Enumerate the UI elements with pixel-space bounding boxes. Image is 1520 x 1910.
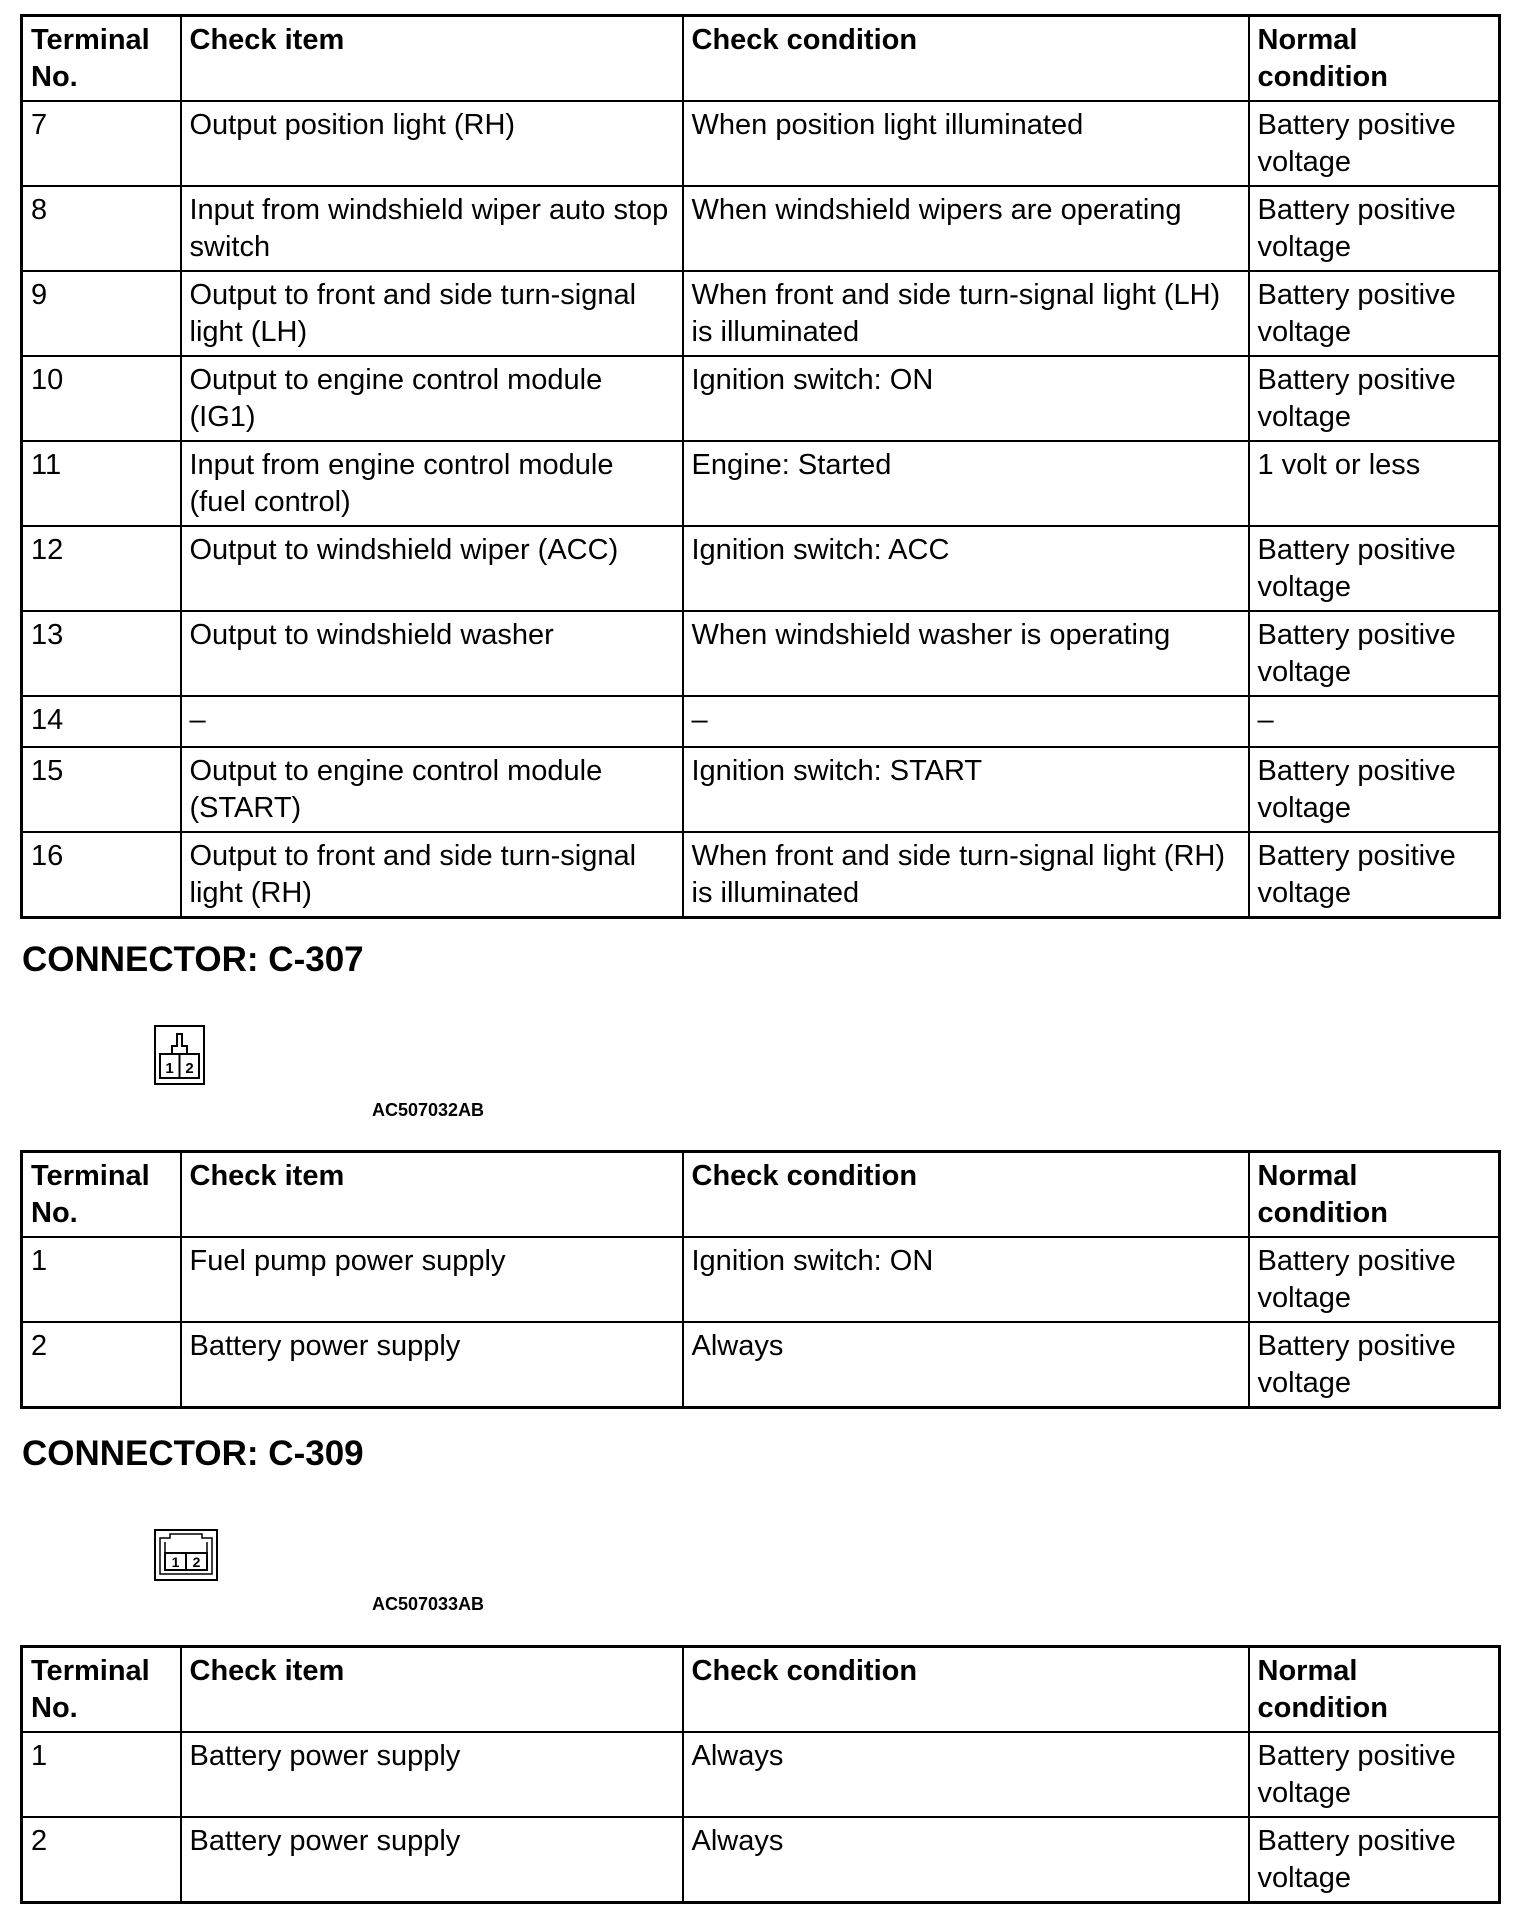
normal-condition: Battery positive voltage bbox=[1249, 747, 1500, 832]
terminal-no: 1 bbox=[22, 1732, 181, 1817]
terminal-no: 2 bbox=[22, 1322, 181, 1408]
connector-c309-pin-2: 2 bbox=[192, 1554, 201, 1570]
table-row bbox=[22, 696, 1500, 747]
check-condition: When front and side turn-signal light (RH) is illuminated bbox=[683, 832, 1249, 918]
terminal-no: 9 bbox=[22, 271, 181, 356]
terminal-no: 11 bbox=[22, 441, 181, 526]
table-row bbox=[22, 1817, 1500, 1903]
table-row bbox=[22, 356, 1500, 441]
terminal-no: 16 bbox=[22, 832, 181, 918]
table-row bbox=[22, 441, 1500, 526]
check-condition: Ignition switch: START bbox=[683, 747, 1249, 832]
terminal-check-table-c307 bbox=[20, 1150, 1501, 1409]
table-row bbox=[22, 1237, 1500, 1322]
table-row bbox=[22, 271, 1500, 356]
terminal-no: 14 bbox=[22, 696, 181, 747]
terminal-no: 13 bbox=[22, 611, 181, 696]
check-item: Fuel pump power supply bbox=[181, 1237, 683, 1322]
terminal-no: 12 bbox=[22, 526, 181, 611]
check-condition: When position light illuminated bbox=[683, 101, 1249, 186]
terminal-no: 1 bbox=[22, 1237, 181, 1322]
connector-c307-pin-1: 1 bbox=[165, 1060, 174, 1077]
check-item: – bbox=[181, 696, 683, 747]
normal-condition: Battery positive voltage bbox=[1249, 356, 1500, 441]
header-normal-condition: Normal condition bbox=[1249, 1152, 1500, 1238]
terminal-check-table-c309 bbox=[20, 1645, 1501, 1904]
connector-c307-figure-code: AC507032AB bbox=[372, 1100, 485, 1120]
check-item: Battery power supply bbox=[181, 1732, 683, 1817]
normal-condition: Battery positive voltage bbox=[1249, 611, 1500, 696]
connector-c307-pin-2: 2 bbox=[185, 1060, 194, 1077]
header-check-item: Check item bbox=[181, 16, 683, 102]
terminal-check-table-1 bbox=[20, 14, 1501, 919]
normal-condition: Battery positive voltage bbox=[1249, 832, 1500, 918]
check-condition: When front and side turn-signal light (LH) is illuminated bbox=[683, 271, 1249, 356]
check-condition: – bbox=[683, 696, 1249, 747]
check-item: Output to windshield wiper (ACC) bbox=[181, 526, 683, 611]
terminal-no: 10 bbox=[22, 356, 181, 441]
terminal-no: 2 bbox=[22, 1817, 181, 1903]
normal-condition: Battery positive voltage bbox=[1249, 1732, 1500, 1817]
check-item: Input from windshield wiper auto stop switch bbox=[181, 186, 683, 271]
normal-condition: Battery positive voltage bbox=[1249, 1322, 1500, 1408]
terminal-no: 7 bbox=[22, 101, 181, 186]
connector-c309-icon bbox=[153, 1528, 219, 1582]
header-check-condition: Check condition bbox=[683, 1152, 1249, 1238]
connector-c309-pin-1: 1 bbox=[171, 1554, 180, 1570]
header-terminal-no: Terminal No. bbox=[22, 16, 181, 102]
check-item: Output to windshield washer bbox=[181, 611, 683, 696]
table-row bbox=[22, 747, 1500, 832]
check-condition: Always bbox=[683, 1322, 1249, 1408]
table-row bbox=[22, 1322, 1500, 1408]
table-header-row bbox=[22, 16, 1500, 102]
check-condition: Ignition switch: ON bbox=[683, 356, 1249, 441]
check-condition: Engine: Started bbox=[683, 441, 1249, 526]
table-row bbox=[22, 101, 1500, 186]
check-item: Battery power supply bbox=[181, 1322, 683, 1408]
terminal-no: 15 bbox=[22, 747, 181, 832]
connector-c309-figure-code: AC507033AB bbox=[372, 1594, 485, 1614]
normal-condition: Battery positive voltage bbox=[1249, 271, 1500, 356]
table-header-row bbox=[22, 1647, 1500, 1733]
check-item: Output to engine control module (IG1) bbox=[181, 356, 683, 441]
connector-c307-heading: CONNECTOR: C-307 bbox=[22, 940, 364, 979]
table-row bbox=[22, 832, 1500, 918]
check-item: Battery power supply bbox=[181, 1817, 683, 1903]
terminal-no: 8 bbox=[22, 186, 181, 271]
check-condition: When windshield washer is operating bbox=[683, 611, 1249, 696]
normal-condition: Battery positive voltage bbox=[1249, 1237, 1500, 1322]
table-row bbox=[22, 526, 1500, 611]
check-item: Output position light (RH) bbox=[181, 101, 683, 186]
table-row bbox=[22, 1732, 1500, 1817]
normal-condition: Battery positive voltage bbox=[1249, 526, 1500, 611]
header-check-item: Check item bbox=[181, 1152, 683, 1238]
header-check-item: Check item bbox=[181, 1647, 683, 1733]
normal-condition: 1 volt or less bbox=[1249, 441, 1500, 526]
check-item: Output to engine control module (START) bbox=[181, 747, 683, 832]
header-check-condition: Check condition bbox=[683, 1647, 1249, 1733]
table-row bbox=[22, 186, 1500, 271]
table-row bbox=[22, 611, 1500, 696]
check-condition: When windshield wipers are operating bbox=[683, 186, 1249, 271]
header-terminal-no: Terminal No. bbox=[22, 1152, 181, 1238]
normal-condition: Battery positive voltage bbox=[1249, 1817, 1500, 1903]
check-item: Output to front and side turn-signal light (RH) bbox=[181, 832, 683, 918]
check-condition: Ignition switch: ACC bbox=[683, 526, 1249, 611]
header-check-condition: Check condition bbox=[683, 16, 1249, 102]
check-item: Input from engine control module (fuel control) bbox=[181, 441, 683, 526]
connector-c309-heading: CONNECTOR: C-309 bbox=[22, 1434, 364, 1473]
normal-condition: – bbox=[1249, 696, 1500, 747]
normal-condition: Battery positive voltage bbox=[1249, 186, 1500, 271]
header-normal-condition: Normal condition bbox=[1249, 1647, 1500, 1733]
header-terminal-no: Terminal No. bbox=[22, 1647, 181, 1733]
header-normal-condition: Normal condition bbox=[1249, 16, 1500, 102]
check-condition: Ignition switch: ON bbox=[683, 1237, 1249, 1322]
connector-c307-icon bbox=[153, 1024, 206, 1086]
check-condition: Always bbox=[683, 1817, 1249, 1903]
check-item: Output to front and side turn-signal light (LH) bbox=[181, 271, 683, 356]
table-header-row bbox=[22, 1152, 1500, 1238]
normal-condition: Battery positive voltage bbox=[1249, 101, 1500, 186]
check-condition: Always bbox=[683, 1732, 1249, 1817]
